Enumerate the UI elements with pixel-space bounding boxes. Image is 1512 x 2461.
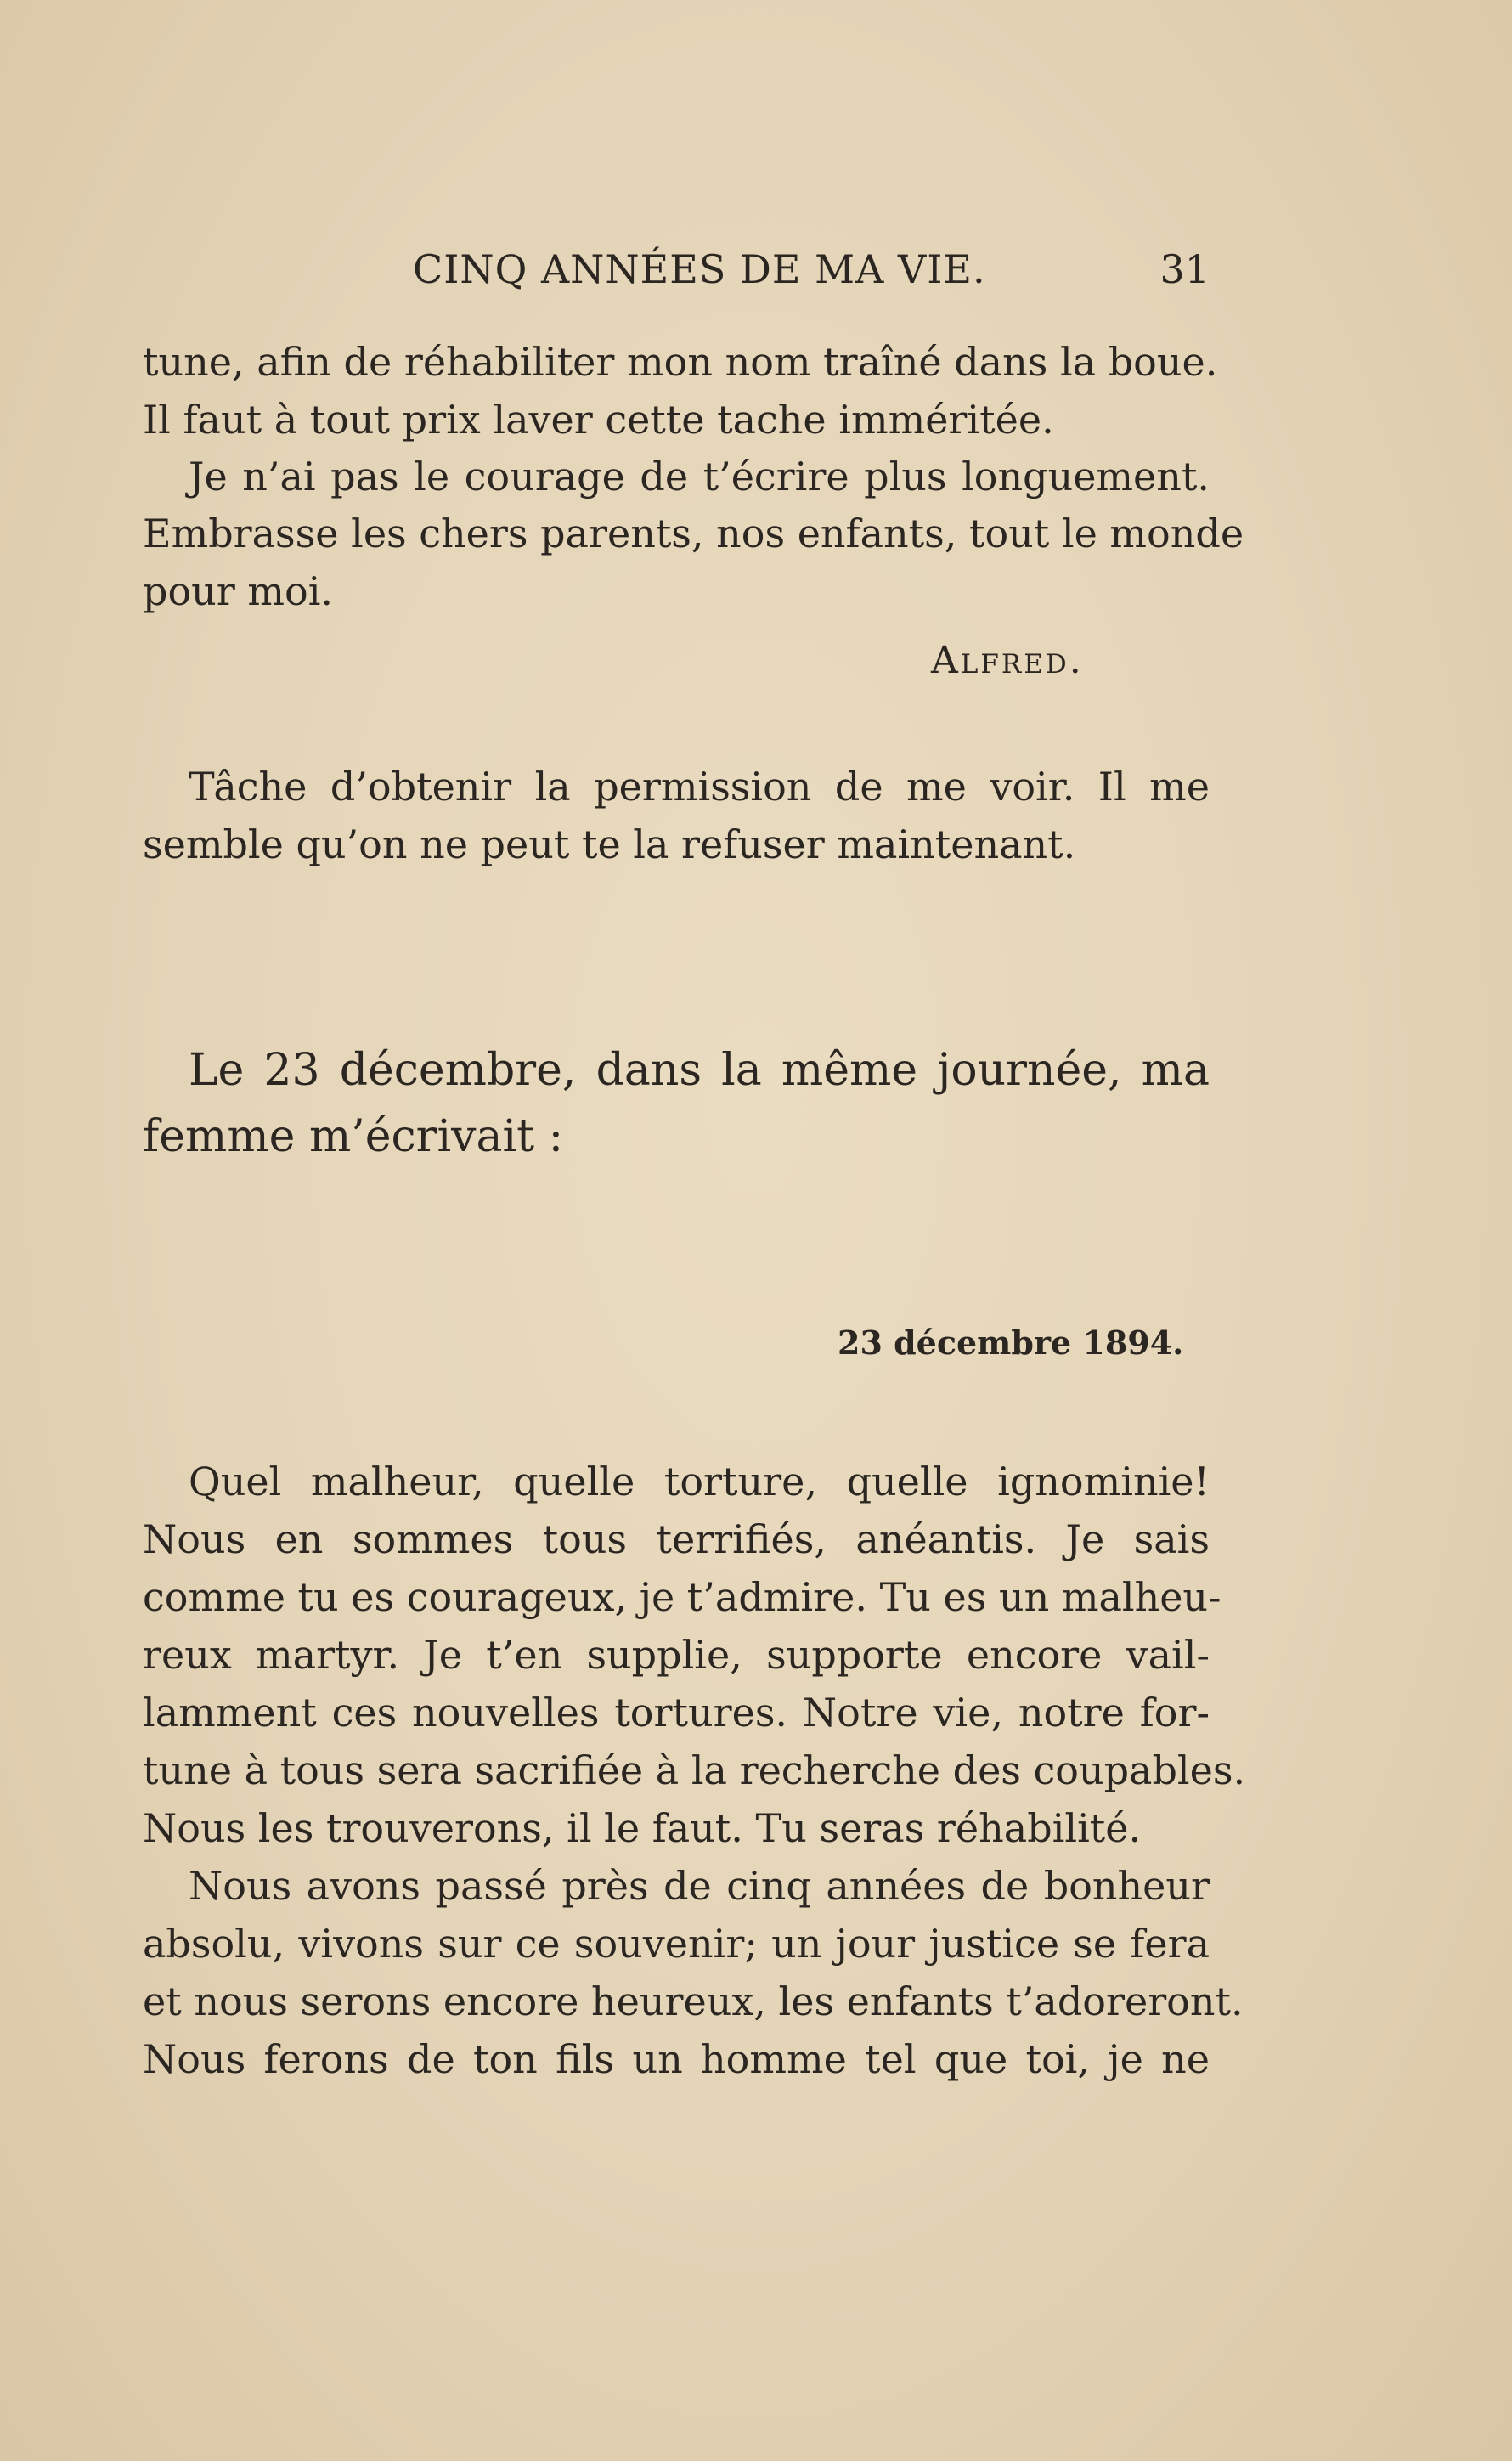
page-number: 31 [1159,246,1210,292]
text-line: tune, afin de réhabiliter mon nom traîné dans la boue. [143,339,1218,385]
text-line: Nous en sommes tous terrifiés, anéantis. Je sais [143,1516,1210,1562]
running-head: CINQ ANNÉES DE MA VIE. [413,246,986,292]
text-line: reux martyr. Je t’en supplie, supporte encore vail- [143,1632,1210,1678]
text-line: Embrasse les chers parents, nos enfants, tout le monde [143,511,1244,556]
letter-date: 23 décembre 1894. [838,1324,1184,1362]
text-line: Nous avons passé près de cinq années de bonheur [189,1863,1210,1909]
text-line: Quel malheur, quelle torture, quelle ignominie! [189,1459,1210,1504]
text-line: Il faut à tout prix laver cette tache imméritée. [143,397,1054,443]
text-line: Je n’ai pas le courage de t’écrire plus longuement. [189,454,1210,500]
postscript-line: Tâche d’obtenir la permission de me voir. Il me [189,764,1210,810]
narrative-line: Le 23 décembre, dans la même journée, ma [189,1045,1210,1096]
signature: Alfred. [931,639,1084,682]
text-line: lamment ces nouvelles tortures. Notre vie, notre for- [143,1690,1210,1736]
text-line: et nous serons encore heureux, les enfants t’adoreront. [143,1978,1244,2024]
postscript-line: semble qu’on ne peut te la refuser maintenant. [143,821,1076,867]
page-header [143,246,1210,297]
narrative-line: femme m’écrivait : [143,1111,564,1162]
text-line: Nous les trouverons, il le faut. Tu seras réhabilité. [143,1805,1142,1851]
text-line: Nous ferons de ton fils un homme tel que toi, je ne [143,2036,1210,2082]
text-line: pour moi. [143,568,334,614]
text-line: absolu, vivons sur ce souvenir; un jour justice se fera [143,1921,1210,1967]
text-line: comme tu es courageux, je t’admire. Tu es un malheu- [143,1574,1221,1620]
text-line: tune à tous sera sacrifiée à la recherche des coupables. [143,1747,1246,1793]
